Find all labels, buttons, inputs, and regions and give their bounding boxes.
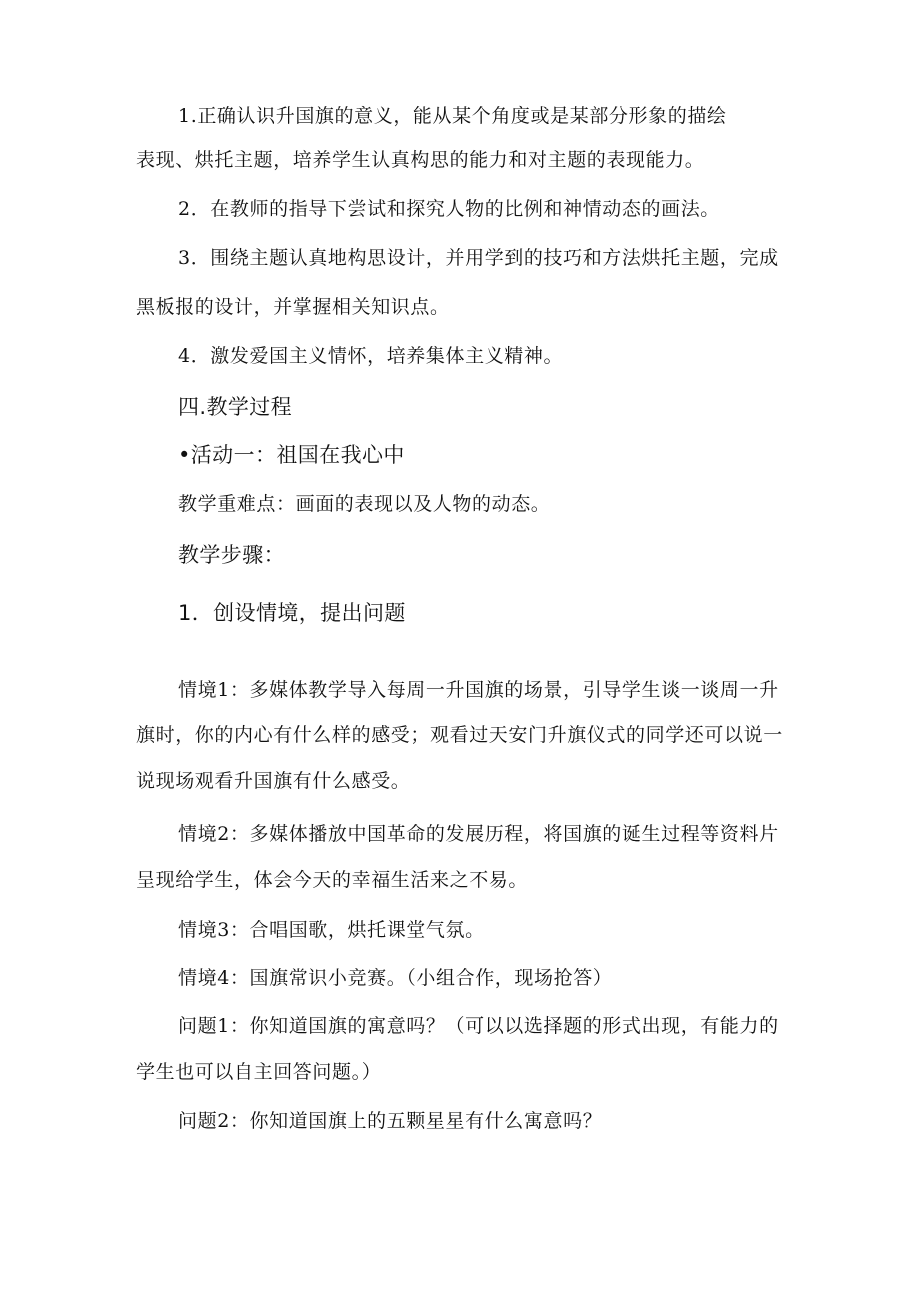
situation-1-line-1: 情境1：多媒体教学导入每周一升国旗的场景，引导学生谈一谈周一升 [178, 679, 779, 701]
activity-key-points: 教学重难点：画面的表现以及人物的动态。 [178, 493, 551, 515]
objective-1-line-1: 1.正确认识升国旗的意义，能从某个角度或是某部分形象的描绘 [178, 105, 727, 127]
section-title: 四.教学过程 [178, 395, 293, 419]
question-1-line-2: 学生也可以自主回答问题。） [136, 1061, 382, 1083]
situation-1-line-3: 说现场观看升国旗有什么感受。 [136, 770, 411, 792]
objective-4: 4．激发爱国主义情怀，培养集体主义精神。 [178, 345, 564, 367]
question-2: 问题2：你知道国旗上的五颗星星有什么寓意吗？ [178, 1110, 603, 1132]
objective-1-line-2: 表现、烘托主题，培养学生认真构思的能力和对主题的表现能力。 [136, 149, 705, 171]
objective-3-line-1: 3．围绕主题认真地构思设计，并用学到的技巧和方法烘托主题，完成 [178, 247, 779, 269]
situation-1-line-2: 旗时，你的内心有什么样的感受；观看过天安门升旗仪式的同学还可以说一 [136, 724, 783, 746]
objective-2: 2．在教师的指导下尝试和探究人物的比例和神情动态的画法。 [178, 198, 720, 220]
situation-2-line-2: 呈现给学生，体会今天的幸福生活来之不易。 [136, 869, 529, 891]
question-1-line-1: 问题1：你知道国旗的寓意吗？（可以以选择题的形式出现，有能力的 [178, 1015, 779, 1037]
step-1-title: 1．创设情境，提出问题 [178, 601, 406, 625]
activity-title: •活动一：祖国在我心中 [178, 443, 405, 467]
situation-4: 情境4：国旗常识小竞赛。（小组合作，现场抢答） [178, 967, 613, 989]
situation-2-line-1: 情境2：多媒体播放中国革命的发展历程，将国旗的诞生过程等资料片 [178, 823, 779, 845]
steps-title: 教学步骤： [178, 543, 285, 567]
situation-3: 情境3：合唱国歌，烘托课堂气氛。 [178, 919, 485, 941]
objective-3-line-2: 黑板报的设计，并掌握相关知识点。 [136, 296, 450, 318]
